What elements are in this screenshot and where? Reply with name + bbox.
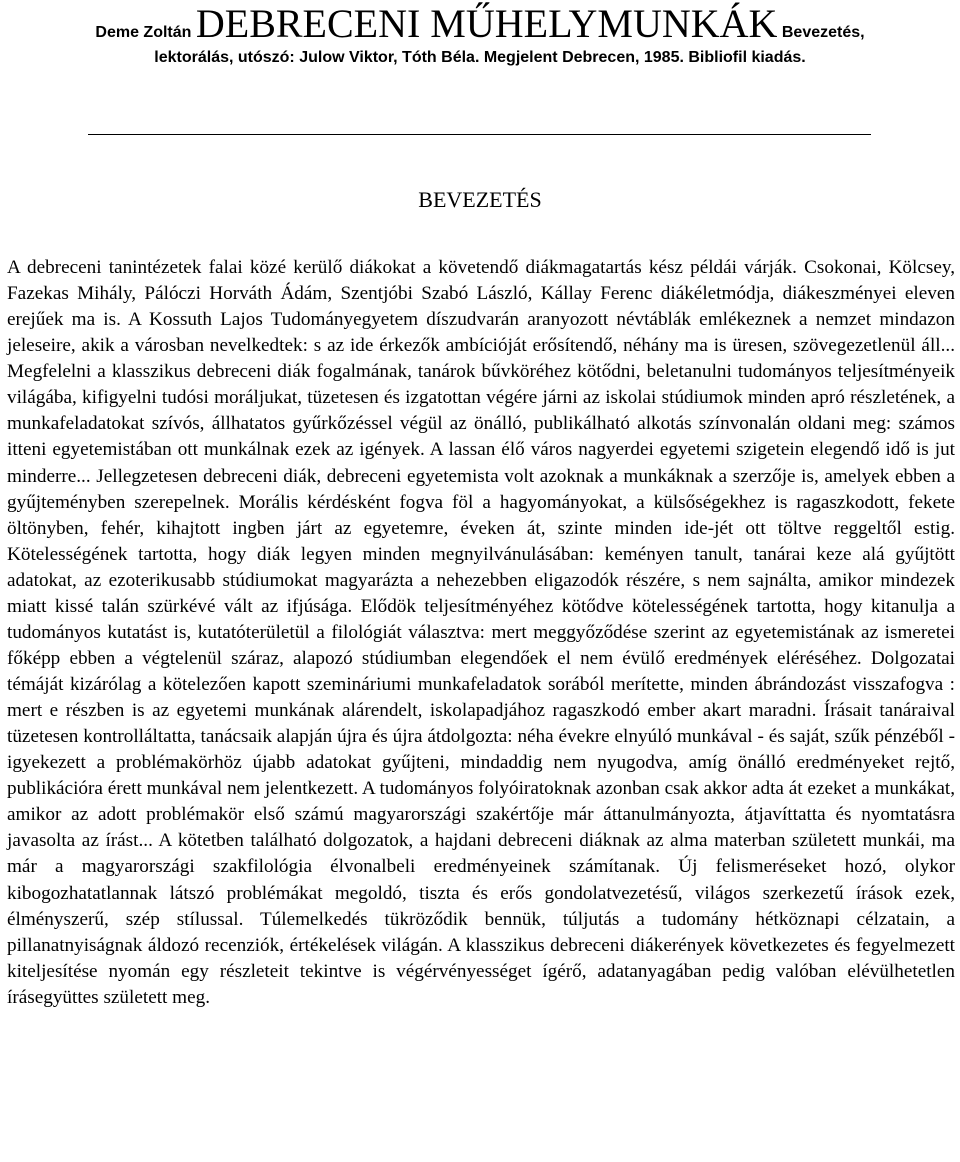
header-first-line: [0, 1, 960, 46]
publication-credits: lektorálás, utószó: Julow Viktor, Tóth Béla. Megjelent Debrecen, 1985. Bibliofil kiadás.: [154, 49, 806, 66]
author-name: Deme Zoltán: [95, 24, 192, 41]
horizontal-rule: [88, 134, 871, 135]
body-paragraph: A debreceni tanintézetek falai közé kerülő diákokat a követendő diákmagatartás kész példái várják. Csokonai, Kölcsey, Fazekas Mihály, Pálóczi Horváth Ádám, Szentjóbi Szabó László, Kállay Ferenc diákéletmódja, diákeszményei eleven erejűek ma is. A Kossuth Lajos Tudományegyetem díszudvarán aranyozott névtáblák emlékeznek a nemzet mindazon jeleseire, akik a városban nevelkedtek: s az ide érkezők ambícióját erősítendő, néhány ma is üresen, szövegezetlenül áll... Megfelelni a klasszikus debreceni diák fogalmának, tanárok bűvköréhez kötődni, beletanulni tudományos teljesítményeik világába, kifigyelni tudósi moráljukat, tüzetesen és izgatottan végére járni az iskolai stúdiumok minden apró részletének, a munkafeladatokat szívós, állhatatos gyűrkőzéssel végül az önálló, publikálható alkotás színvonalán oldani meg: számos itteni egyetemistában ott munkálnak ezek az igények. A lassan élő város nagyerdei egyetemi szigetein elegendő idő is jut minderre... Jellegzetesen debreceni diák, debreceni egyetemista volt azoknak a munkáknak a szerzője is, amelyek ebben a gyűjteményben szerepelnek. Morális kérdésként fogva föl a hagyományokat, a külsőségekhez is ragaszkodott, fekete öltönyben, fehér, kihajtott ingben járt az egyetemre, éveken át, szinte minden ide-jét ott töltve reggeltől estig. Kötelességének tartotta, hogy diák legyen minden megnyilvánulásában: keményen tanult, tanárai keze alá gyűjtött adatokat, az ezoterikusabb stúdiumokat magyarázta a nehezebben eligazodók részére, s nem sajnálta, amikor mindezek miatt kissé talán szürkévé vált az ifjúsága. Elődök teljesítményéhez kötődve kötelességének tartotta, hogy kitanulja a tudományos kutatást is, kutatóterületül a filológiát választva: mert meggyőződése szerint az egyetemistának az ismeretei főképp ebben a végtelenül száraz, alapozó stúdiumban elegendőek el nem évülő eredmények eléréséhez. Dolgozatai témáját kizárólag a kötelezően kapott szemináriumi munkafeladatok sorából merítette, minden ábrándozást visszafogva : mert e részben is az egyetemi munkának alárendelt, iskolapadjához ragaszkodó ember akart maradni. Írásait tanáraival tüzetesen kontrolláltatta, tanácsaik alapján újra és újra átdolgozta: néha évekre elnyúló munkával - és saját, szűk pénzéből - igyekezett a problémakörhöz újabb adatokat gyűjteni, mindaddig nem nyugodva, amíg önálló eredményeket rejtő, publikációra érett munkával nem jelentkezett. A tudományos folyóiratoknak azonban csak akkor adta át ezeket a munkákat, amikor az adott problémakör első számú magyarországi szakértője már áttanulmányozta, átjavíttatta és nyomtatásra javasolta az írást... A kötetben található dolgozatok, a hajdani debreceni diáknak az alma materban született munkái, ma már a magyarországi szakfilológia élvonalbeli eredményeinek számítanak. Új felismeréseket hozó, olykor kibogozhatatlannak látszó problémákat megoldó, tiszta és erős gondolatvezetésű, világos szerkezetű írások ezek, élményszerű, szép stílussal. Túlemelkedés tükröződik bennük, túljutás a tudomány hétköznapi célzatain, a pillanatnyiságnak áldozó recenziók, értékelések világán. A klasszikus debreceni diákerények következetes és fegyelmezett kiteljesítése nyomán egy részleteit tekintve is végérvényességet ígérő, adatanyagában pedig valóban elévülhetetlen írásegyüttes született meg.: [7, 257, 955, 1008]
intro-label: Bevezetés,: [781, 24, 865, 41]
document-header: [0, 1, 960, 66]
book-title: DEBRECENI MŰHELYMUNKÁK: [195, 1, 778, 46]
section-heading: BEVEZETÉS: [418, 187, 542, 212]
